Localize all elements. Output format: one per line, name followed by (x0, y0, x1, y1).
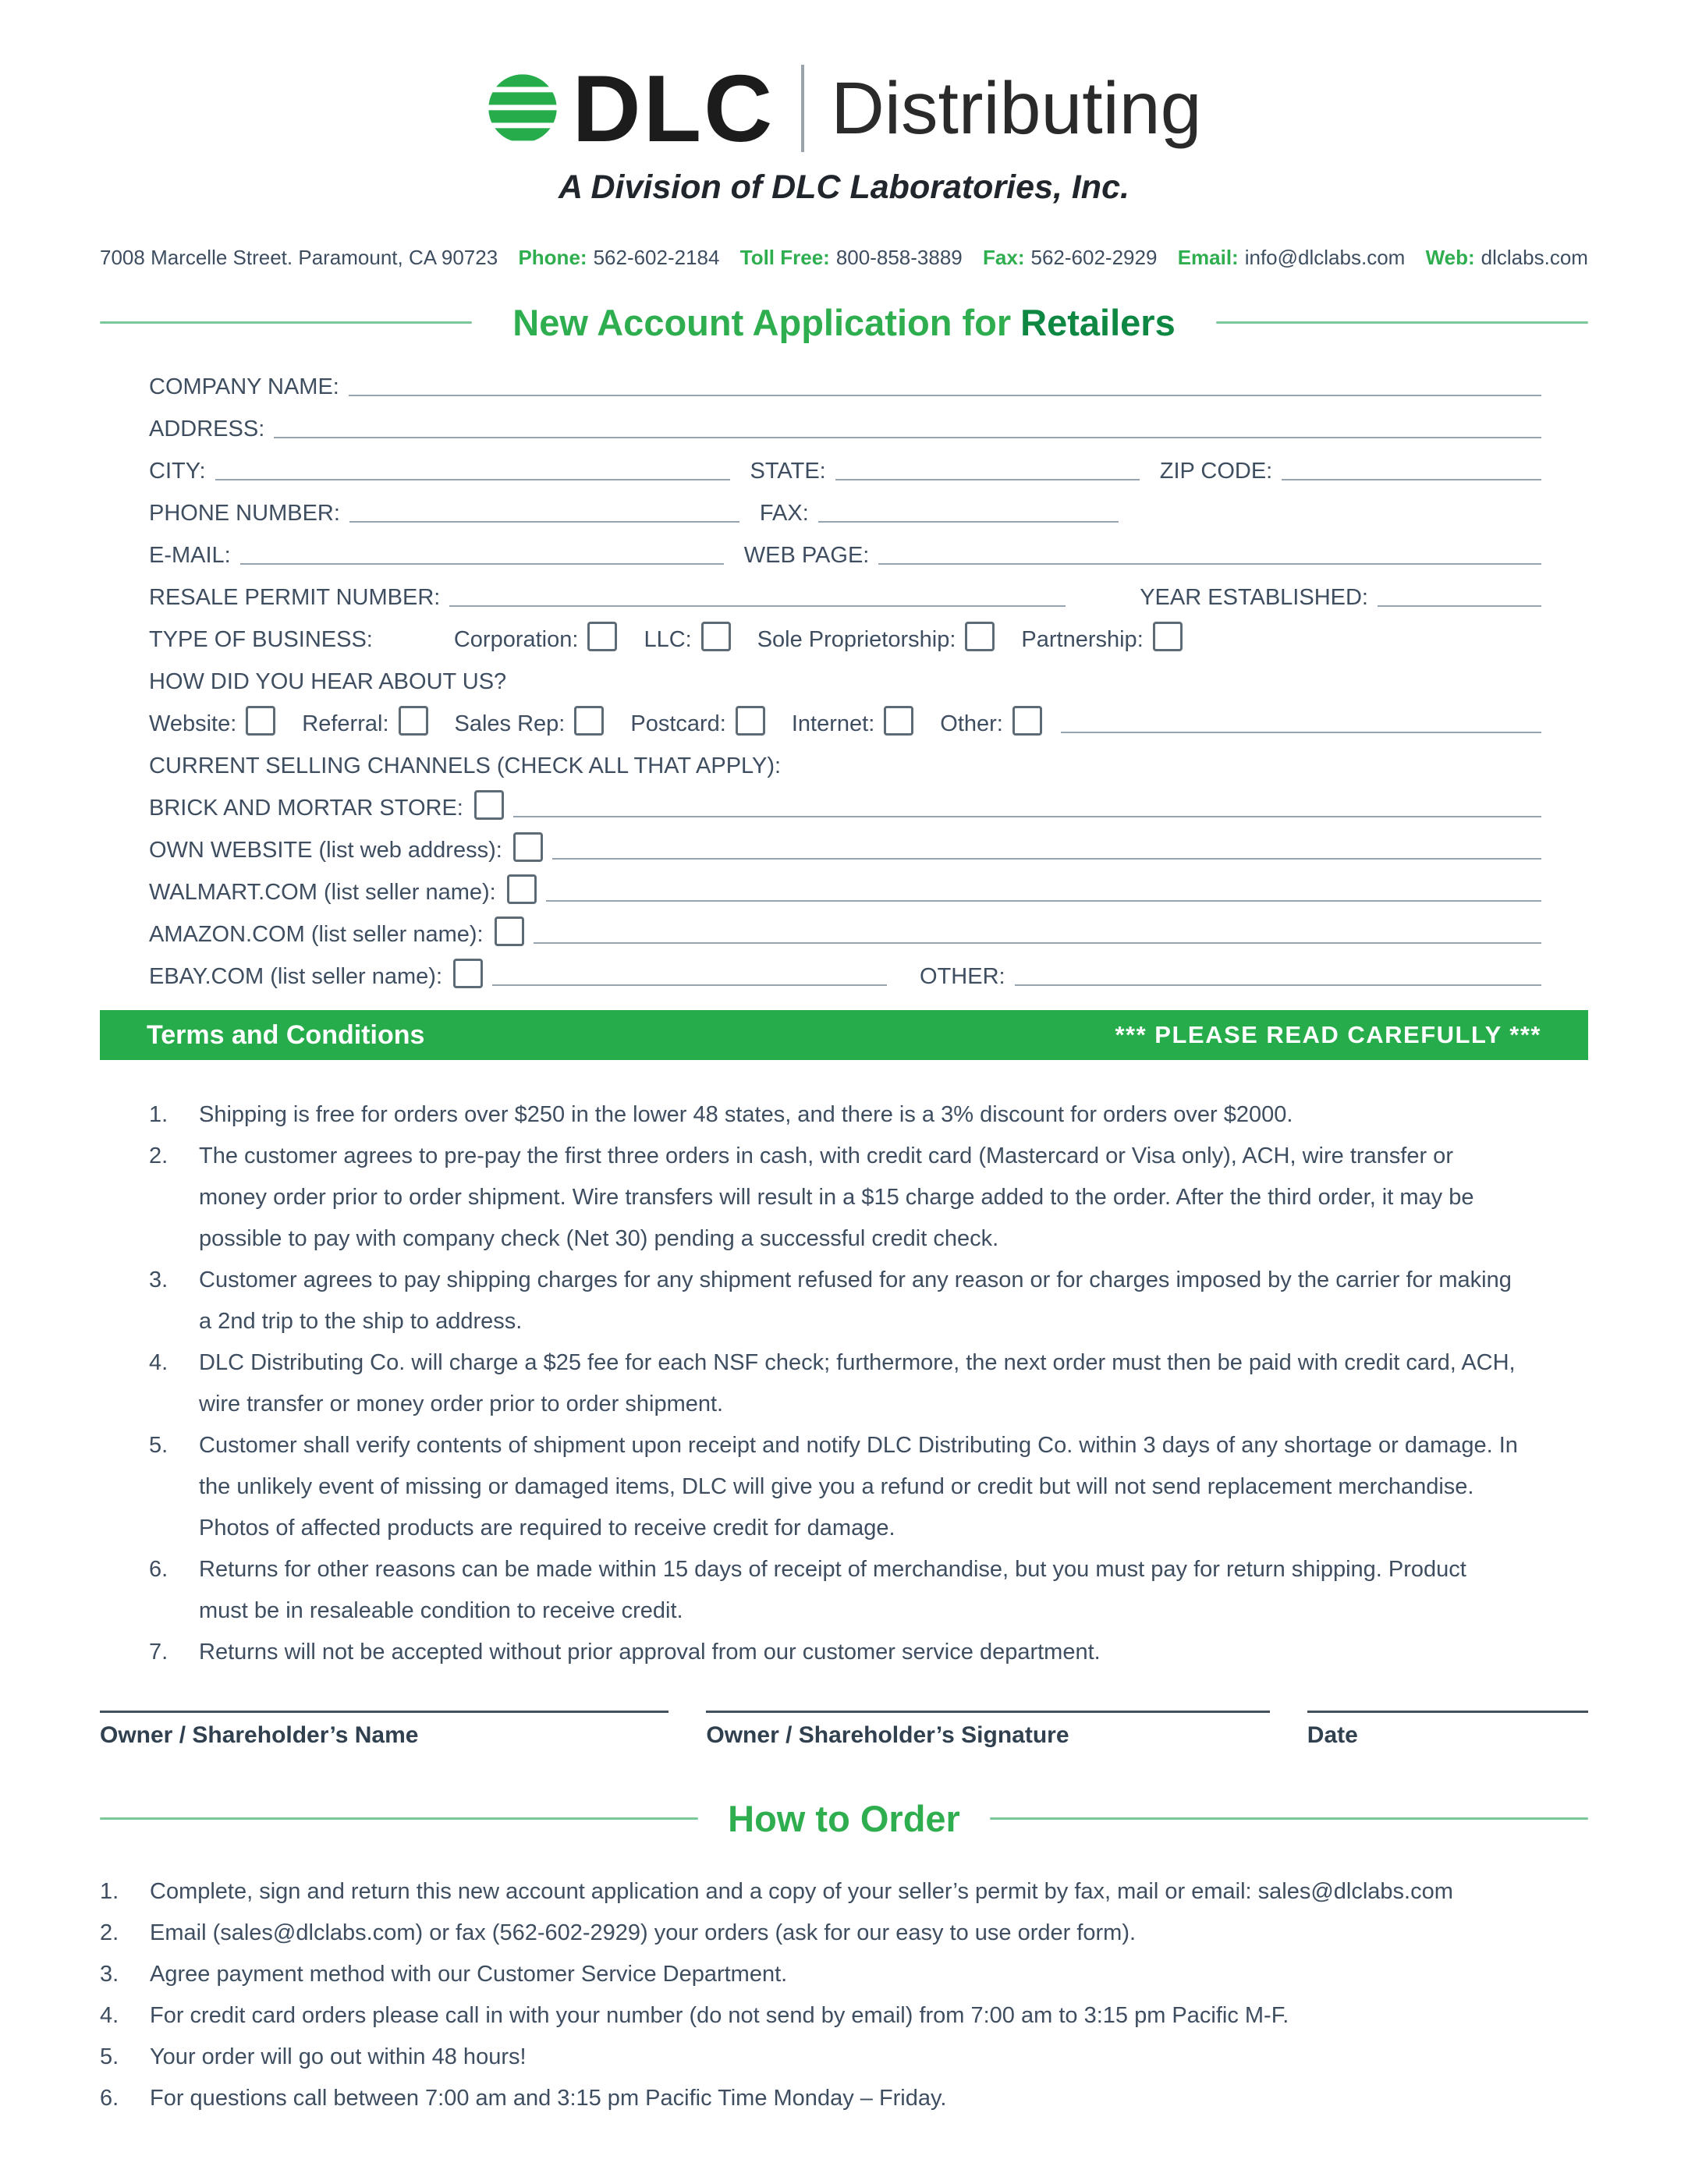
contact-fax (983, 246, 1157, 270)
term-item-3 (149, 1260, 1521, 1342)
amazon-seller-field[interactable] (534, 917, 1541, 944)
term-number: 2. (149, 1143, 168, 1168)
term-text: The customer agrees to pre-pay the first three orders in cash, with credit card (Mastercard or Visa only), ACH, wire transfer or money order prior to order shipment. Wire transfers will result in a $15 charge added to the order. After the third order, it may be possible to pay with company check (Net 30) pending a successful credit check. (199, 1143, 1474, 1251)
term-item-2 (149, 1136, 1521, 1260)
zip-code-field[interactable] (1282, 454, 1541, 480)
dlc-logo (0, 0, 1688, 161)
owner-name-block (100, 1711, 668, 1749)
resale-permit-field[interactable] (449, 580, 1066, 607)
ebay-label: EBAY.COM (list seller name): (149, 964, 443, 989)
state-field[interactable] (835, 454, 1140, 480)
web-value: dlclabs.com (1481, 246, 1588, 269)
brick-and-mortar-label: BRICK AND MORTAR STORE: (149, 796, 463, 821)
term-text: Returns for other reasons can be made within 15 days of receipt of merchandise, but you must pay for return shipping. Product must be in resaleable condition to receive credit. (199, 1557, 1466, 1623)
internet-option (792, 706, 913, 737)
order-rule-right (990, 1817, 1588, 1820)
address-field[interactable] (274, 412, 1541, 438)
signature-section (100, 1711, 1588, 1749)
ebay-other-row (149, 957, 1541, 990)
amazon-row (149, 915, 1541, 948)
term-item-1 (149, 1094, 1521, 1136)
order-step-3 (100, 1954, 1594, 1995)
ebay-seller-field[interactable] (492, 959, 887, 986)
ebay-checkbox[interactable] (453, 959, 483, 988)
city-label: CITY: (149, 459, 206, 484)
page-title-main: New Account Application for (512, 302, 1012, 343)
term-text: Shipping is free for orders over $250 in the lower 48 states, and there is a 3% discount for orders over $2000. (199, 1102, 1293, 1127)
sales-rep-checkbox[interactable] (574, 706, 604, 736)
corporation-checkbox[interactable] (587, 622, 617, 651)
order-step-number: 1. (100, 1879, 119, 1904)
fax-label: Fax: (983, 246, 1025, 269)
term-item-7 (149, 1632, 1521, 1673)
phone-number-field[interactable] (349, 496, 739, 523)
fax-number-field[interactable] (818, 496, 1119, 523)
llc-label: LLC: (644, 627, 692, 652)
company-name-row (149, 367, 1541, 400)
e-mail-label: E-MAIL: (149, 543, 231, 568)
channel-other-label: OTHER: (920, 964, 1005, 989)
year-established-label: YEAR ESTABLISHED: (1140, 585, 1368, 610)
term-text: Returns will not be accepted without prior approval from our customer service department. (199, 1640, 1101, 1665)
term-number: 5. (149, 1433, 168, 1458)
referral-label: Referral: (302, 711, 389, 736)
postcard-label: Postcard: (630, 711, 726, 736)
company-name-label: COMPANY NAME: (149, 374, 339, 399)
terms-title: Terms and Conditions (147, 1019, 425, 1050)
title-rule-right (1216, 321, 1588, 324)
logo-text-dlc: DLC (572, 55, 775, 161)
how-to-order-title: How to Order (728, 1798, 960, 1839)
owner-name-label: Owner / Shareholder’s Name (100, 1722, 419, 1748)
term-item-5 (149, 1425, 1521, 1549)
address-row (149, 410, 1541, 442)
owner-signature-label: Owner / Shareholder’s Signature (706, 1722, 1069, 1748)
date-block (1307, 1711, 1588, 1749)
website-option (149, 706, 275, 737)
page-title-row (100, 301, 1588, 344)
partnership-label: Partnership: (1021, 627, 1144, 652)
how-to-order-list (100, 1871, 1594, 2119)
own-website-row (149, 831, 1541, 863)
brick-and-mortar-row (149, 789, 1541, 821)
walmart-seller-field[interactable] (546, 875, 1541, 902)
internet-label: Internet: (791, 711, 875, 736)
type-of-business-label: TYPE OF BUSINESS: (149, 627, 373, 652)
resale-year-row (149, 578, 1541, 611)
hear-other-label: Other: (940, 711, 1003, 736)
state-label: STATE: (750, 459, 826, 484)
application-fields (149, 367, 1541, 990)
hear-other-field[interactable] (1061, 707, 1541, 733)
order-rule-left (100, 1817, 698, 1820)
order-step-5 (100, 2037, 1594, 2078)
how-to-order-title-row (100, 1797, 1588, 1840)
order-step-4 (100, 1995, 1594, 2037)
term-number: 4. (149, 1350, 168, 1375)
terms-list (149, 1094, 1521, 1673)
term-text: DLC Distributing Co. will charge a $25 fee for each NSF check; furthermore, the next order must then be paid with credit card, ACH, wire transfer or money order prior to order shipment. (199, 1350, 1516, 1416)
website-label: Website: (149, 711, 237, 736)
selling-channels-label: CURRENT SELLING CHANNELS (CHECK ALL THAT APPLY): (149, 753, 782, 778)
own-website-field[interactable] (552, 833, 1541, 860)
order-step-text: Agree payment method with our Customer Service Department. (150, 1962, 788, 1987)
own-website-label: OWN WEBSITE (list web address): (149, 838, 502, 863)
referral-option (302, 706, 427, 737)
order-step-text: Your order will go out within 48 hours! (150, 2044, 527, 2069)
terms-warning: *** PLEASE READ CAREFULLY *** (1115, 1021, 1541, 1048)
contact-phone (518, 246, 719, 270)
web-label: Web: (1425, 246, 1475, 269)
logo-divider (801, 65, 804, 152)
term-text: Customer agrees to pay shipping charges for any shipment refused for any reason or for charges imposed by the carrier for making a 2nd trip to the ship to address. (199, 1268, 1512, 1334)
channel-other-field[interactable] (1015, 959, 1541, 986)
walmart-row (149, 873, 1541, 906)
term-number: 3. (149, 1268, 168, 1292)
owner-signature-block (706, 1711, 1269, 1749)
postcard-checkbox[interactable] (736, 706, 765, 736)
hear-about-us-label: HOW DID YOU HEAR ABOUT US? (149, 669, 507, 694)
order-step-text: Email (sales@dlclabs.com) or fax (562-602-2929) your orders (ask for our easy to use order form). (150, 1920, 1137, 1945)
order-step-number: 2. (100, 1920, 119, 1945)
llc-option (644, 622, 730, 653)
web-page-field[interactable] (878, 538, 1541, 565)
zip-code-label: ZIP CODE: (1159, 459, 1273, 484)
company-name-field[interactable] (349, 370, 1541, 396)
owner-name-field[interactable] (100, 1711, 668, 1713)
term-number: 7. (149, 1640, 168, 1665)
sole-proprietorship-label: Sole Proprietorship: (757, 627, 956, 652)
web-page-label: WEB PAGE: (743, 543, 870, 568)
tollfree-label: Toll Free: (739, 246, 830, 269)
hear-options-row (149, 704, 1541, 737)
fax-number-label: FAX: (759, 501, 809, 526)
address-label: ADDRESS: (149, 417, 265, 441)
hear-other-checkbox[interactable] (1012, 706, 1042, 736)
amazon-checkbox[interactable] (495, 916, 524, 946)
walmart-label: WALMART.COM (list seller name): (149, 880, 496, 905)
city-field[interactable] (215, 454, 730, 480)
own-website-checkbox[interactable] (513, 832, 543, 862)
contact-email (1178, 246, 1406, 270)
sales-rep-option (455, 706, 605, 737)
page-title-highlight: Retailers (1020, 302, 1176, 343)
terms-header-bar (100, 1010, 1588, 1060)
e-mail-field[interactable] (240, 538, 724, 565)
corporation-option (454, 622, 618, 653)
llc-checkbox[interactable] (701, 622, 731, 651)
phone-fax-row (149, 494, 1541, 526)
contact-web (1426, 246, 1588, 270)
dlc-stripes-icon (487, 73, 559, 144)
order-step-1 (100, 1871, 1594, 1913)
term-number: 1. (149, 1102, 168, 1127)
term-item-6 (149, 1549, 1521, 1632)
website-checkbox[interactable] (246, 706, 275, 736)
year-established-field[interactable] (1378, 580, 1541, 607)
term-text: Customer shall verify contents of shipment upon receipt and notify DLC Distributing Co. within 3 days of any shortage or damage. In the unlikely event of missing or damaged items, DLC will give you a refund or credit but will not send replacement merchandise. Photos of affected products are required to receive credit for damage. (199, 1433, 1518, 1540)
tollfree-value: 800-858-3889 (835, 246, 963, 269)
sales-rep-label: Sales Rep: (454, 711, 566, 736)
fax-value: 562-602-2929 (1030, 246, 1158, 269)
referral-checkbox[interactable] (399, 706, 428, 736)
term-item-4 (149, 1342, 1521, 1425)
brick-and-mortar-checkbox[interactable] (474, 790, 504, 820)
phone-number-label: PHONE NUMBER: (149, 501, 340, 526)
contact-tollfree (740, 246, 963, 270)
phone-value: 562-602-2184 (593, 246, 720, 269)
contact-address: 7008 Marcelle Street. Paramount, CA 90723 (100, 246, 498, 269)
corporation-label: Corporation: (453, 627, 579, 652)
walmart-checkbox[interactable] (507, 874, 537, 904)
resale-permit-label: RESALE PERMIT NUMBER: (149, 585, 441, 610)
order-step-number: 6. (100, 2086, 119, 2111)
email-label: Email: (1177, 246, 1239, 269)
internet-checkbox[interactable] (884, 706, 913, 736)
order-step-text: For credit card orders please call in with your number (do not send by email) from 7:00 am to 3:15 pm Pacific M-F. (150, 2003, 1289, 2028)
hear-other-option (940, 706, 1042, 737)
title-rule-left (100, 321, 472, 324)
email-value: info@dlclabs.com (1244, 246, 1406, 269)
email-web-row (149, 536, 1541, 569)
page-title (512, 301, 1175, 344)
header (0, 0, 1688, 270)
brick-and-mortar-field[interactable] (513, 791, 1541, 817)
postcard-option (630, 706, 765, 737)
contact-info-row (100, 246, 1588, 270)
selling-channels-header-row (149, 746, 1541, 779)
sole-proprietorship-option (757, 622, 995, 653)
date-field[interactable] (1307, 1711, 1588, 1713)
logo-text-distributing: Distributing (831, 66, 1202, 150)
owner-signature-field[interactable] (706, 1711, 1269, 1713)
order-step-text: For questions call between 7:00 am and 3:15 pm Pacific Time Monday – Friday. (150, 2086, 947, 2111)
company-tagline: A Division of DLC Laboratories, Inc. (559, 168, 1129, 206)
order-step-2 (100, 1913, 1594, 1954)
amazon-label: AMAZON.COM (list seller name): (149, 922, 484, 947)
order-step-6 (100, 2078, 1594, 2119)
order-step-text: Complete, sign and return this new account application and a copy of your seller’s permit by fax, mail or email: sales@dlclabs.com (150, 1879, 1453, 1904)
partnership-checkbox[interactable] (1153, 622, 1183, 651)
hear-about-us-row (149, 662, 1541, 695)
order-step-number: 4. (100, 2003, 119, 2028)
type-of-business-row (149, 620, 1541, 653)
order-step-number: 5. (100, 2044, 119, 2069)
order-step-number: 3. (100, 1962, 119, 1987)
term-number: 6. (149, 1557, 168, 1582)
phone-label: Phone: (518, 246, 587, 269)
city-state-zip-row (149, 452, 1541, 484)
partnership-option (1021, 622, 1182, 653)
sole-proprietorship-checkbox[interactable] (965, 622, 995, 651)
date-label: Date (1307, 1722, 1358, 1748)
